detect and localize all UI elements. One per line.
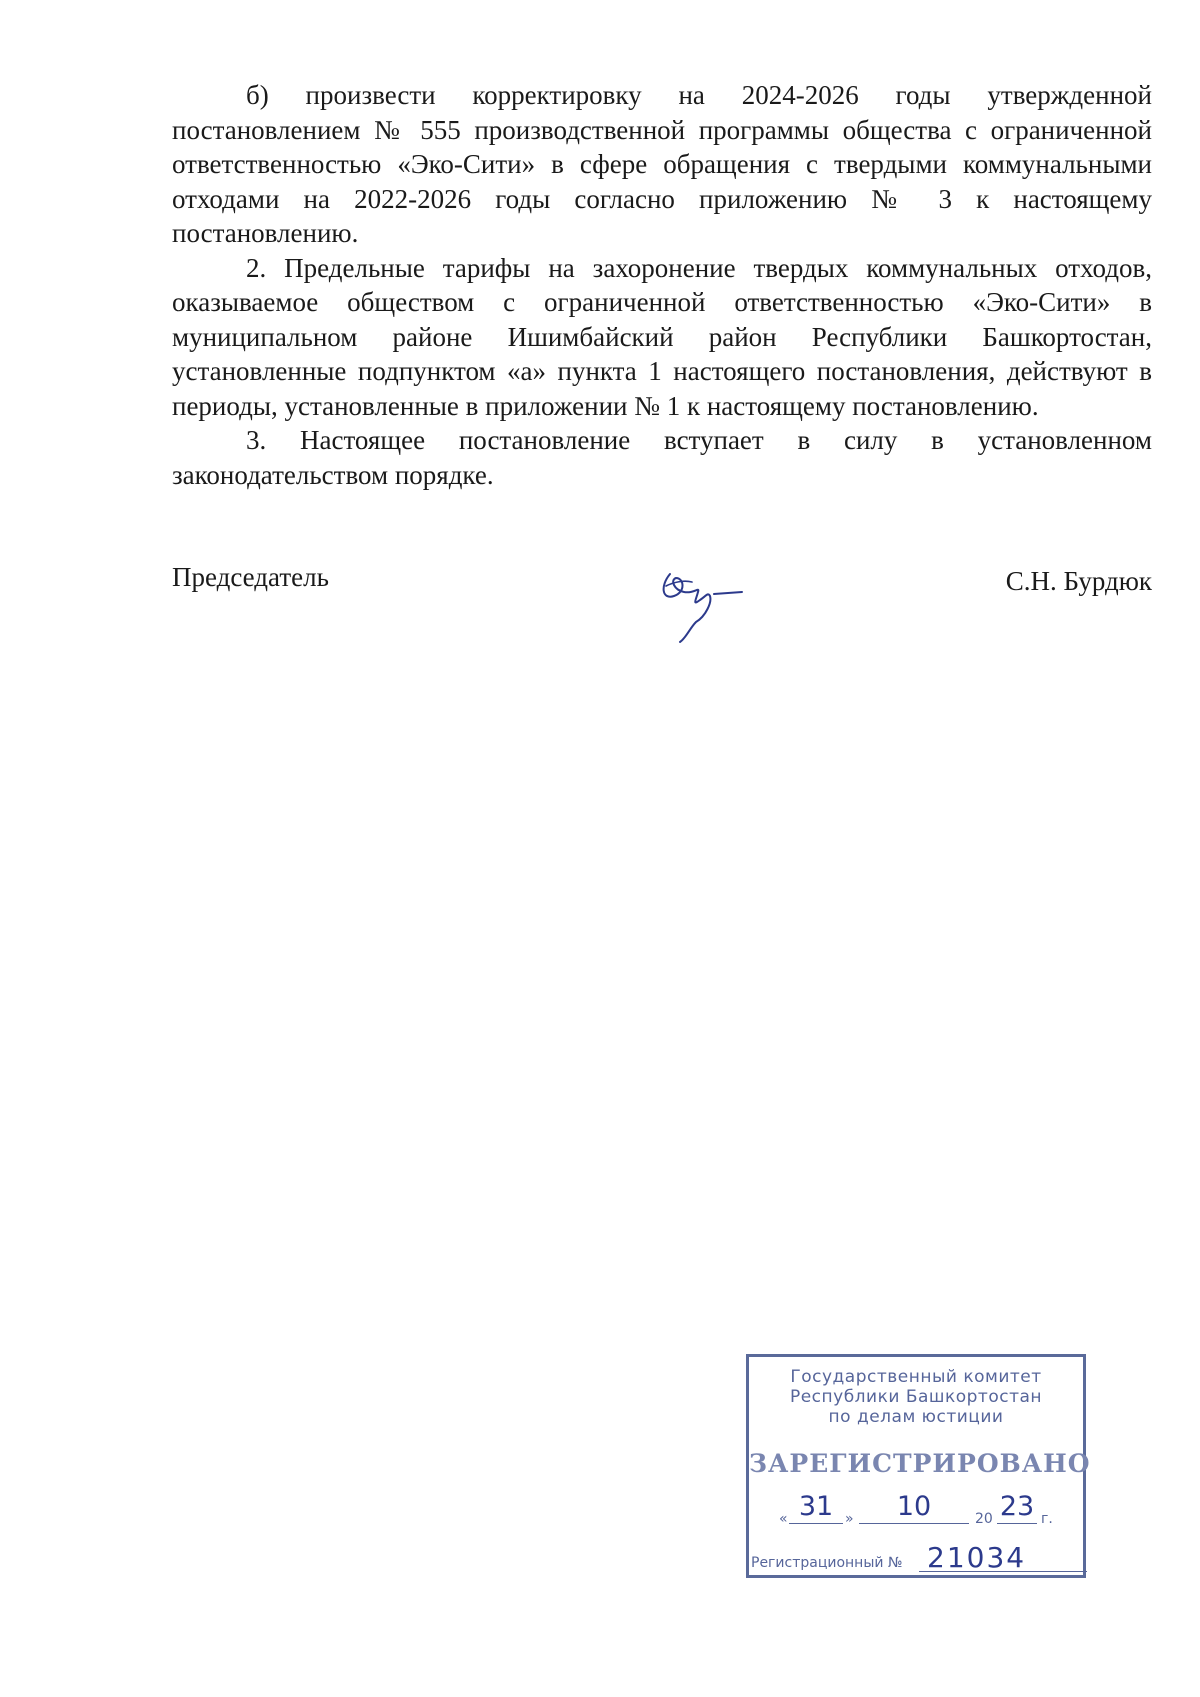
stamp-year-prefix: 20 [975, 1511, 993, 1527]
stamp-day: 31 [789, 1491, 843, 1524]
stamp-reg-number: 21034 [919, 1541, 1087, 1572]
stamp-status: ЗАРЕГИСТРИРОВАНО [749, 1449, 1091, 1478]
stamp-month: 10 [859, 1491, 969, 1524]
paragraph-2: 2. Предельные тарифы на захоронение твердых коммунальных отходов, оказываемое обществом с ограниченной ответственностью «Эко-Сити» в муниципальном районе Ишимбайский район Республики Башкортостан, установленные подпунктом «а» пункта 1 настоящего постановления, действуют в периоды, установленные в приложении № 1 к настоящему постановлению. [172, 252, 1152, 421]
stamp-org-line: Республики Башкортостан [789, 1387, 1043, 1407]
stamp-year-suffix: г. [1041, 1511, 1053, 1527]
handwritten-signature [640, 556, 750, 646]
signatory-position: Председатель [172, 562, 329, 592]
document-body [172, 78, 1152, 492]
registration-stamp [746, 1354, 1091, 1578]
paragraph-b: б) произвести корректировку на 2024-2026 годы утвержденной постановлением № 555 производственной программы общества с ограниченной ответственностью «Эко-Сити» в сфере обращения с твердыми коммунальными отходами на 2022-2026 годы согласно приложению № 3 к настоящему постановлению. [172, 80, 1152, 248]
stamp-quote-open: « [779, 1511, 788, 1527]
stamp-org-line: по делам юстиции [828, 1407, 1004, 1427]
stamp-organization [749, 1367, 1083, 1427]
signatory-name: С.Н. Бурдюк [1005, 566, 1152, 596]
stamp-date [779, 1491, 1069, 1531]
stamp-year: 23 [997, 1491, 1037, 1524]
signature-block [172, 556, 1152, 646]
paragraph-3: 3. Настоящее постановление вступает в силу в установленном законодательством порядке. [172, 425, 1152, 490]
stamp-quote-close: » [845, 1511, 854, 1527]
stamp-registration [751, 1541, 1081, 1573]
stamp-reg-label: Регистрационный № [751, 1555, 903, 1571]
stamp-org-line: Государственный комитет [790, 1367, 1042, 1387]
